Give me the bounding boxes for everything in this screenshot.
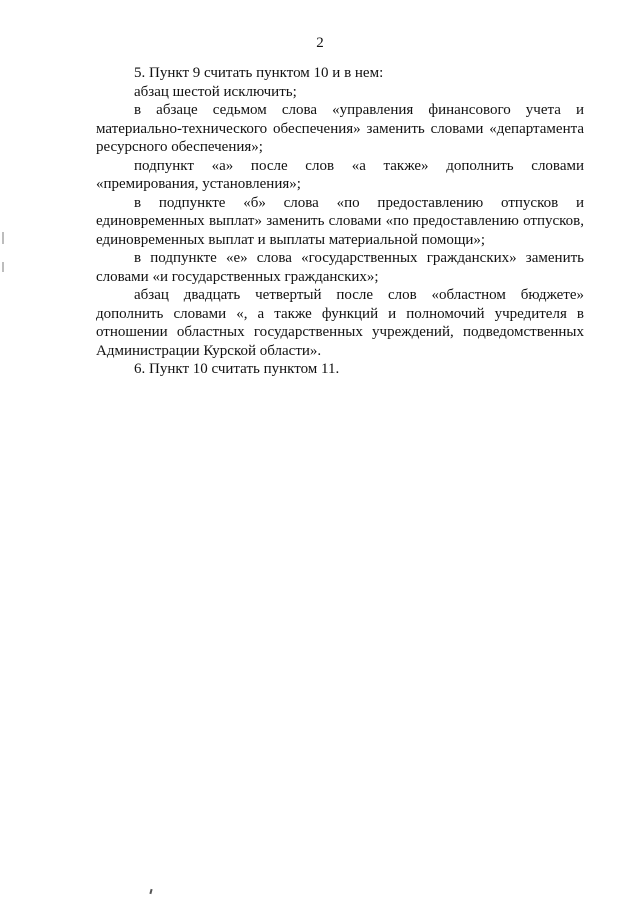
scan-edge-mark: [2, 232, 4, 244]
document-body: [96, 64, 584, 379]
paragraph-subitem-a: подпункт «а» после слов «а также» дополнить словами «премирования, установления»;: [96, 157, 584, 192]
paragraph-subitem-e: в подпункте «е» слова «государственных гражданских» заменить словами «и государственных гражданских»;: [96, 250, 584, 285]
paragraph-delete-abzac-6: абзац шестой исключить;: [134, 83, 297, 100]
page-number: 2: [316, 35, 324, 51]
scan-edge-mark: [2, 262, 4, 272]
paragraph-item-5: 5. Пункт 9 считать пунктом 10 и в нем:: [134, 65, 384, 81]
paragraph-abzac-24: абзац двадцать четвертый после слов «областном бюджете» дополнить словами «, а также функций и полномочий учредителя в отношении областных государственных учреждений, подведомственных Администрации Курской области».: [96, 287, 584, 359]
scan-speck: [149, 889, 152, 894]
paragraph-item-6: 6. Пункт 10 считать пунктом 11.: [134, 361, 340, 377]
paragraph-abzac-7-replace: в абзаце седьмом слова «управления финансового учета и материально-технического обеспечения» заменить словами «департамента ресурсного обеспечения»;: [96, 102, 584, 155]
paragraph-subitem-b: в подпункте «б» слова «по предоставлению отпусков и единовременных выплат» заменить словами «по предоставлению отпусков, единовременных выплат и выплаты материальной помощи»;: [96, 194, 584, 248]
